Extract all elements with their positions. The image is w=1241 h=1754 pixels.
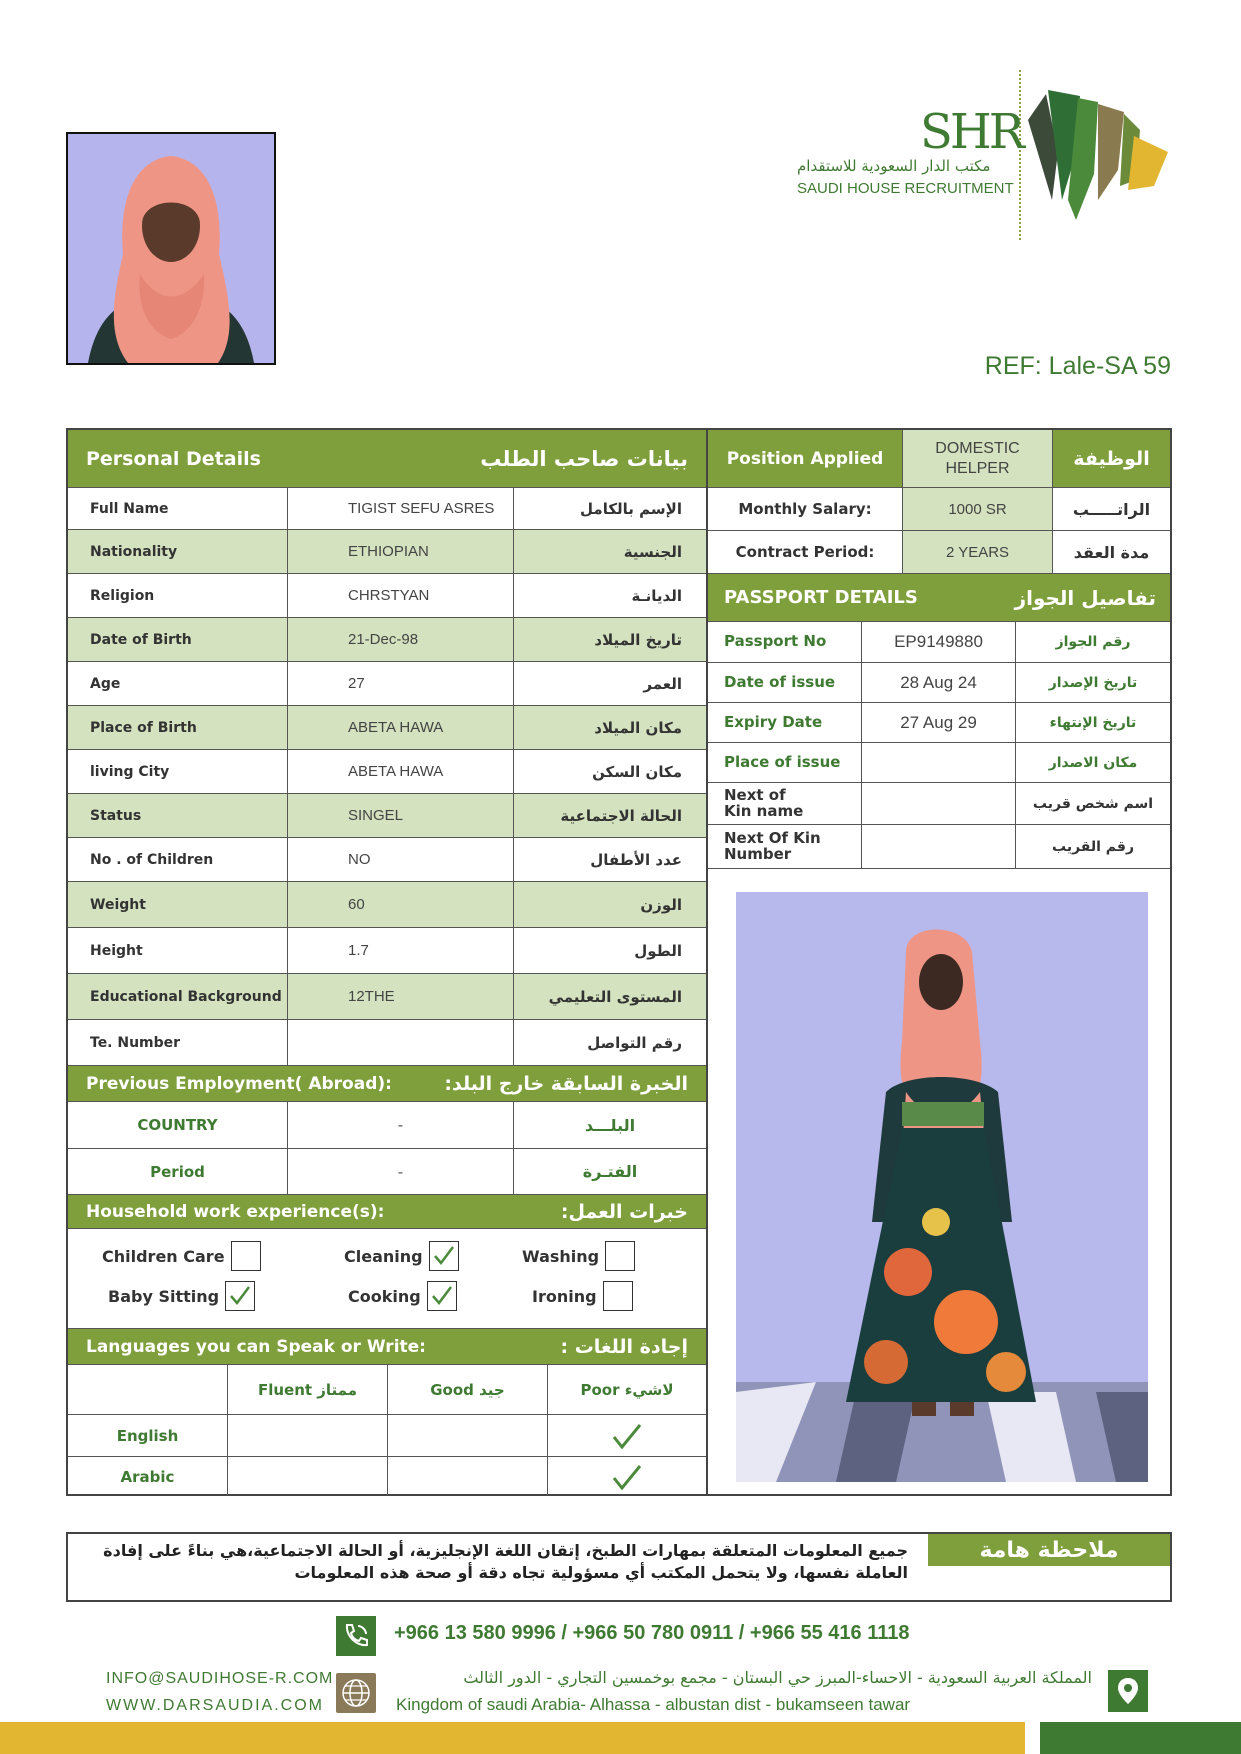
previous-period-row [68,1149,706,1195]
personal-field-value: SINGEL [288,794,514,837]
household-checkbox[interactable] [603,1281,633,1311]
household-item-label: Cleaning [344,1246,423,1266]
language-poor-cell [548,1457,706,1496]
passport-row [708,622,1170,663]
contract-period-label: Contract Period: [708,531,903,573]
personal-field-value: 60 [288,882,514,927]
personal-field-label: Height [68,928,288,973]
passport-field-value: 28 Aug 24 [862,663,1016,702]
language-name: English [68,1415,228,1456]
language-good-cell [388,1457,548,1496]
passport-row [708,703,1170,743]
languages-title-ar: إجادة اللغات : [560,1335,688,1358]
passport-field-value [862,743,1016,782]
personal-row [68,662,706,706]
personal-field-value: 12THE [288,974,514,1019]
languages-header [68,1329,706,1365]
household-checkbox[interactable] [605,1241,635,1271]
personal-field-label: Te. Number [68,1020,288,1065]
household-item-label: Baby Sitting [108,1286,220,1306]
passport-field-label-ar: رقم الجواز [1055,634,1131,650]
passport-field-label: Next Of Kin Number [708,825,862,868]
previous-employment-title: Previous Employment( Abroad): [86,1073,392,1094]
personal-field-label-ar: الطول [634,941,682,960]
passport-details-title-ar: تفاصيل الجواز [1014,585,1156,610]
globe-icon [336,1673,376,1713]
passport-field-label-ar: اسم شخص قريب [1032,795,1154,812]
household-checkbox[interactable] [427,1281,457,1311]
location-pin-icon [1108,1670,1148,1712]
period-label: Period [68,1149,288,1194]
passport-field-label-ar: مكان الاصدار [1048,754,1138,771]
language-row [68,1457,706,1496]
household-checkbox[interactable] [231,1241,261,1271]
passport-details-header [708,574,1170,622]
monthly-salary-value: 1000 SR [903,488,1053,530]
position-applied-row [708,430,1170,488]
personal-field-label-ar: رقم التواصل [587,1033,682,1052]
household-item-label: Cooking [348,1286,421,1306]
personal-field-label: Weight [68,882,288,927]
household-title: Household work experience(s): [86,1201,385,1222]
contract-period-value: 2 YEARS [903,531,1053,573]
personal-field-label: Educational Background [68,974,288,1019]
applicant-photo-full [736,892,1148,1482]
languages-title: Languages you can Speak or Write: [86,1336,426,1357]
personal-row [68,1020,706,1066]
personal-details-title-ar: بيانات صاحب الطلب [480,446,688,471]
personal-field-label-ar: مكان السكن [592,762,682,781]
personal-field-value: 27 [288,662,514,705]
personal-field-label-ar: الحالة الاجتماعية [560,806,682,825]
personal-field-label-ar: تاريخ الميلاد [594,630,682,649]
personal-field-label-ar: الديانـة [631,586,682,605]
household-item [344,1241,459,1271]
previous-employment-header [68,1066,706,1102]
household-checkbox[interactable] [225,1281,255,1311]
passport-field-label: Place of issue [708,743,862,782]
personal-row [68,706,706,750]
personal-field-value [288,1020,514,1065]
period-value: - [288,1149,514,1194]
language-fluent-cell [228,1415,388,1456]
logo-arabic-name: مكتب الدار السعودية للاستقدام [797,157,991,175]
personal-row [68,488,706,530]
personal-field-label: Age [68,662,288,705]
passport-field-label: Date of issue [708,663,862,702]
household-item [348,1281,457,1311]
personal-field-value: ABETA HAWA [288,706,514,749]
monthly-salary-label-ar: الراتـــــب [1072,499,1151,519]
contract-period-label-ar: مدة العقد [1073,542,1150,562]
household-header [68,1195,706,1229]
personal-field-label-ar: الجنسية [623,542,682,561]
household-item-label: Children Care [102,1246,225,1266]
household-item [532,1281,633,1311]
personal-field-label: living City [68,750,288,793]
passport-row [708,825,1170,869]
personal-row [68,574,706,618]
country-label-ar: البلـــد [584,1115,636,1135]
position-applied-label-ar: الوظيفة [1053,430,1170,487]
personal-details-table [66,428,708,1496]
personal-field-label: Full Name [68,488,288,529]
passport-field-label-ar: رقم القريب [1052,838,1134,855]
address-english: Kingdom of saudi Arabia- Alhassa - albustan dist - bukamseen tawar [396,1695,911,1714]
personal-field-value: CHRSTYAN [288,574,514,617]
household-item [522,1241,635,1271]
household-item-label: Washing [522,1246,600,1266]
level-fluent-header: Fluent ممتاز [228,1365,388,1414]
language-row [68,1415,706,1457]
household-item-label: Ironing [532,1286,597,1306]
monthly-salary-row [708,488,1170,531]
logo-mark: SHR [920,104,1022,160]
logo-emblem [1028,90,1178,220]
personal-field-label-ar: الوزن [640,895,682,914]
passport-row [708,663,1170,703]
personal-field-value: ETHIOPIAN [288,530,514,573]
period-label-ar: الفتـرة [582,1162,638,1181]
country-value: - [288,1102,514,1148]
passport-row [708,783,1170,825]
passport-row [708,743,1170,783]
previous-employment-title-ar: الخبرة السابقة خارج البلد: [444,1072,688,1095]
personal-field-label: Date of Birth [68,618,288,661]
personal-field-value: NO [288,838,514,881]
website-address: WWW.DARSAUDIA.COM [106,1697,324,1714]
important-note-tag: ملاحظة هامة [928,1534,1170,1566]
personal-field-label: Religion [68,574,288,617]
applicant-photo-small [66,132,276,365]
language-name: Arabic [68,1457,228,1496]
logo-english-name: SAUDI HOUSE RECRUITMENT [797,180,1014,197]
contract-period-row [708,531,1170,574]
language-levels-header-row [68,1365,706,1415]
personal-details-header [68,430,706,488]
personal-row [68,618,706,662]
personal-row [68,928,706,974]
country-label: COUNTRY [68,1102,288,1148]
household-title-ar: خبرات العمل: [560,1200,688,1223]
important-note [66,1532,1172,1602]
passport-field-value [862,783,1016,824]
personal-field-label-ar: عدد الأطفال [590,850,682,869]
language-poor-cell [548,1415,706,1456]
passport-field-label-ar: تاريخ الإنتهاء [1049,714,1137,731]
passport-details-title: PASSPORT DETAILS [724,587,918,608]
address-arabic: المملكة العربية السعودية - الاحساء-المبرز حي البستان - مجمع بوخمسين التجاري - الدور الثالث [463,1668,1092,1687]
level-good-header: Good جيد [388,1365,548,1414]
passport-field-value [862,825,1016,868]
personal-field-label: Status [68,794,288,837]
household-item [108,1281,255,1311]
language-name-header [68,1365,228,1414]
passport-field-label: Passport No [708,622,862,662]
footer-bar-green [1040,1722,1241,1754]
personal-field-label: Place of Birth [68,706,288,749]
personal-field-label: No . of Children [68,838,288,881]
personal-field-label-ar: المستوى التعليمي [548,987,682,1006]
personal-field-value: ABETA HAWA [288,750,514,793]
passport-field-value: EP9149880 [862,622,1016,662]
personal-row [68,974,706,1020]
personal-row [68,838,706,882]
personal-field-value: 21-Dec-98 [288,618,514,661]
personal-field-label-ar: مكان الميلاد [594,718,682,737]
reference-number: REF: Lale-SA 59 [984,352,1171,380]
personal-field-label: Nationality [68,530,288,573]
previous-country-row [68,1102,706,1149]
phone-icon [336,1616,376,1656]
level-poor-header: Poor لاشيء [580,1380,674,1399]
passport-field-value: 27 Aug 29 [862,703,1016,742]
position-applied-value: DOMESTIC HELPER [903,430,1053,487]
phone-numbers: +966 13 580 9996 / +966 50 780 0911 / +966 55 416 1118 [394,1622,910,1644]
footer-bar-yellow [0,1722,1025,1754]
position-applied-label: Position Applied [708,430,903,487]
household-checkbox[interactable] [429,1241,459,1271]
personal-row [68,750,706,794]
passport-field-label-ar: تاريخ الإصدار [1048,674,1138,691]
email-address: INFO@SAUDIHOSE-R.COM [106,1670,334,1687]
personal-row [68,794,706,838]
personal-field-value: TIGIST SEFU ASRES [288,488,514,529]
personal-field-label-ar: العمر [643,674,682,693]
personal-field-value: 1.7 [288,928,514,973]
household-item [102,1241,261,1271]
personal-row [68,882,706,928]
household-experience-grid [68,1229,706,1329]
personal-details-title: Personal Details [86,447,261,470]
personal-row [68,530,706,574]
personal-field-label-ar: الإسم بالكامل [580,499,682,518]
passport-field-label: Expiry Date [708,703,862,742]
passport-field-label: Next of Kin name [708,783,862,824]
language-fluent-cell [228,1457,388,1496]
language-good-cell [388,1415,548,1456]
important-note-text: جميع المعلومات المتعلقة بمهارات الطبخ، إتقان اللغة الإنجليزية، أو الحالة الاجتماعية،هي بناءً على إفادة العاملة نفسها، ولا يتحمل المكتب أي مسؤولية تجاه دقة أو صحة هذه المعلومات [103,1541,908,1583]
monthly-salary-label: Monthly Salary: [708,488,903,530]
